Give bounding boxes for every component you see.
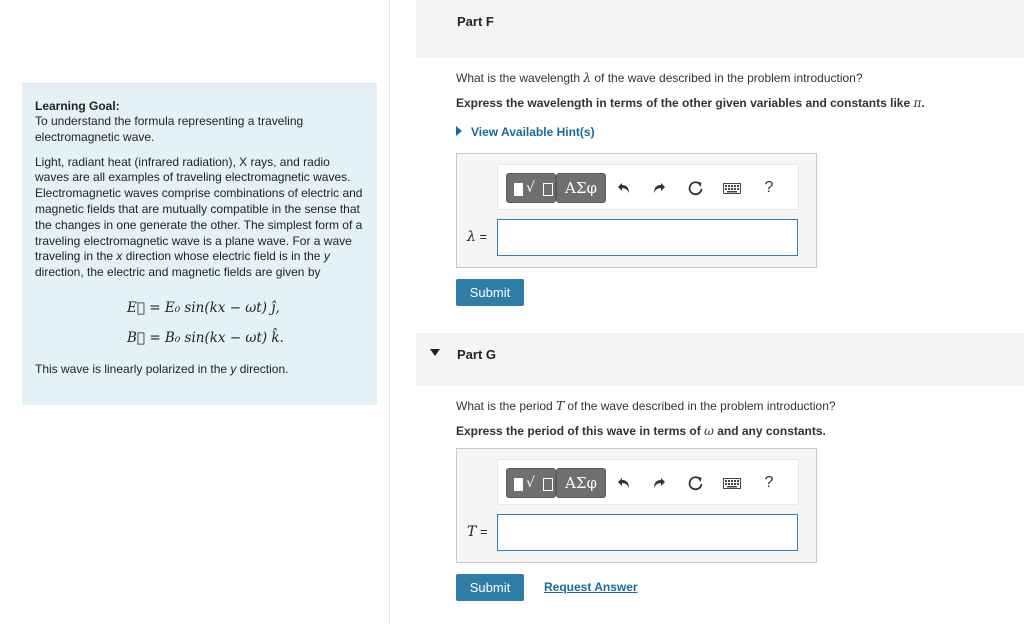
empty-square-icon <box>543 478 553 491</box>
part-f-header[interactable] <box>416 0 1024 58</box>
magnetic-field-equation: B⃗ = B₀ sin(kx − ωt) k̂. <box>127 329 284 346</box>
intro-text-1: Light, radiant heat (infrared radiation), X rays, and radio waves are all examples of traveling electromagnetic waves. Electromagnetic waves comprise combinations of electric and magnetic fields that are mutually compatible in the sense that the changes in one generate the other. The simplest form of a traveling electromagnetic wave is a plane wave. For a wave traveling in the <box>35 154 363 264</box>
undo-icon[interactable] <box>614 178 634 198</box>
part-g-submit-button[interactable]: Submit <box>456 574 524 601</box>
wavelength-answer-input[interactable] <box>497 219 798 256</box>
intro-column <box>0 0 390 624</box>
period-answer-input[interactable] <box>497 514 798 551</box>
part-g-answer-box <box>456 448 817 563</box>
part-g-title: Part G <box>457 347 497 362</box>
caret-right-icon <box>456 126 462 136</box>
math-toolbar <box>497 459 799 505</box>
part-f-question-2: of the wave described in the problem introduction? <box>591 71 863 85</box>
part-f-instruction <box>456 96 925 110</box>
part-g-instruction-2: and any constants. <box>713 424 826 438</box>
part-f-answer-box <box>456 153 817 268</box>
reset-icon[interactable] <box>686 473 706 493</box>
reset-icon[interactable] <box>686 178 706 198</box>
learning-goal-panel <box>22 83 377 405</box>
redo-icon[interactable] <box>649 178 669 198</box>
pi-symbol: π <box>913 96 922 110</box>
part-f-instruction-2: . <box>921 96 925 110</box>
empty-square-icon <box>543 183 553 196</box>
templates-button[interactable] <box>506 468 556 498</box>
part-f-question-1: What is the wavelength <box>456 71 584 85</box>
filled-square-icon <box>514 183 523 196</box>
equals-sign: = <box>475 229 488 244</box>
redo-icon[interactable] <box>649 473 669 493</box>
sqrt-fraction-icon: √ <box>526 180 535 196</box>
part-g-header[interactable] <box>416 333 1024 386</box>
part-f-instruction-1: Express the wavelength in terms of the other given variables and constants like <box>456 96 914 110</box>
part-g-question-2: of the wave described in the problem introduction? <box>564 399 836 413</box>
caret-down-icon <box>430 349 440 356</box>
undo-icon[interactable] <box>614 473 634 493</box>
part-g-instruction-1: Express the period of this wave in terms of <box>456 424 705 438</box>
intro-text-2: direction whose electric field is in the <box>122 249 324 264</box>
period-symbol: T <box>556 399 565 413</box>
x-variable: x <box>116 249 123 264</box>
filled-square-icon <box>514 478 523 491</box>
period-label <box>467 524 488 540</box>
intro-text-3: direction, the electric and magnetic fields are given by <box>35 265 321 280</box>
omega-symbol: ω <box>704 424 714 438</box>
greek-symbols-button[interactable]: ΑΣφ <box>556 173 606 203</box>
pol-text-1: This wave is linearly polarized in the <box>35 361 231 376</box>
help-icon[interactable]: ? <box>764 474 774 491</box>
pol-text-2: direction. <box>236 361 289 376</box>
part-f-title: Part F <box>457 14 494 29</box>
keyboard-icon[interactable] <box>722 473 742 493</box>
view-hints-link[interactable] <box>456 125 595 139</box>
hint-label: View Available Hint(s) <box>471 125 595 139</box>
part-f-question <box>456 71 863 85</box>
part-f-submit-button[interactable]: Submit <box>456 279 524 306</box>
intro-paragraph <box>35 155 365 281</box>
goal-title: Learning Goal: <box>35 99 120 113</box>
t-symbol: T <box>467 524 477 540</box>
math-toolbar <box>497 164 799 210</box>
request-answer-link[interactable]: Request Answer <box>544 580 638 594</box>
keyboard-icon[interactable] <box>722 178 742 198</box>
y-variable: y <box>323 249 330 264</box>
greek-symbols-button[interactable]: ΑΣφ <box>556 468 606 498</box>
lambda-label <box>467 229 487 245</box>
sqrt-fraction-icon: √ <box>526 475 535 491</box>
templates-button[interactable] <box>506 173 556 203</box>
part-g-question <box>456 399 836 413</box>
equals-sign: = <box>476 524 488 539</box>
part-g-instruction <box>456 424 826 438</box>
electric-field-equation: E⃗ = E₀ sin(kx − ωt) ĵ, <box>127 299 280 316</box>
pol-variable: y <box>230 361 237 376</box>
wavelength-symbol: λ <box>583 71 592 85</box>
help-icon[interactable]: ? <box>764 179 774 196</box>
lambda-symbol: λ <box>467 229 476 245</box>
polarization-text <box>35 362 365 376</box>
part-g-question-1: What is the period <box>456 399 557 413</box>
goal-text: To understand the formula representing a traveling electromagnetic wave. <box>35 114 304 144</box>
